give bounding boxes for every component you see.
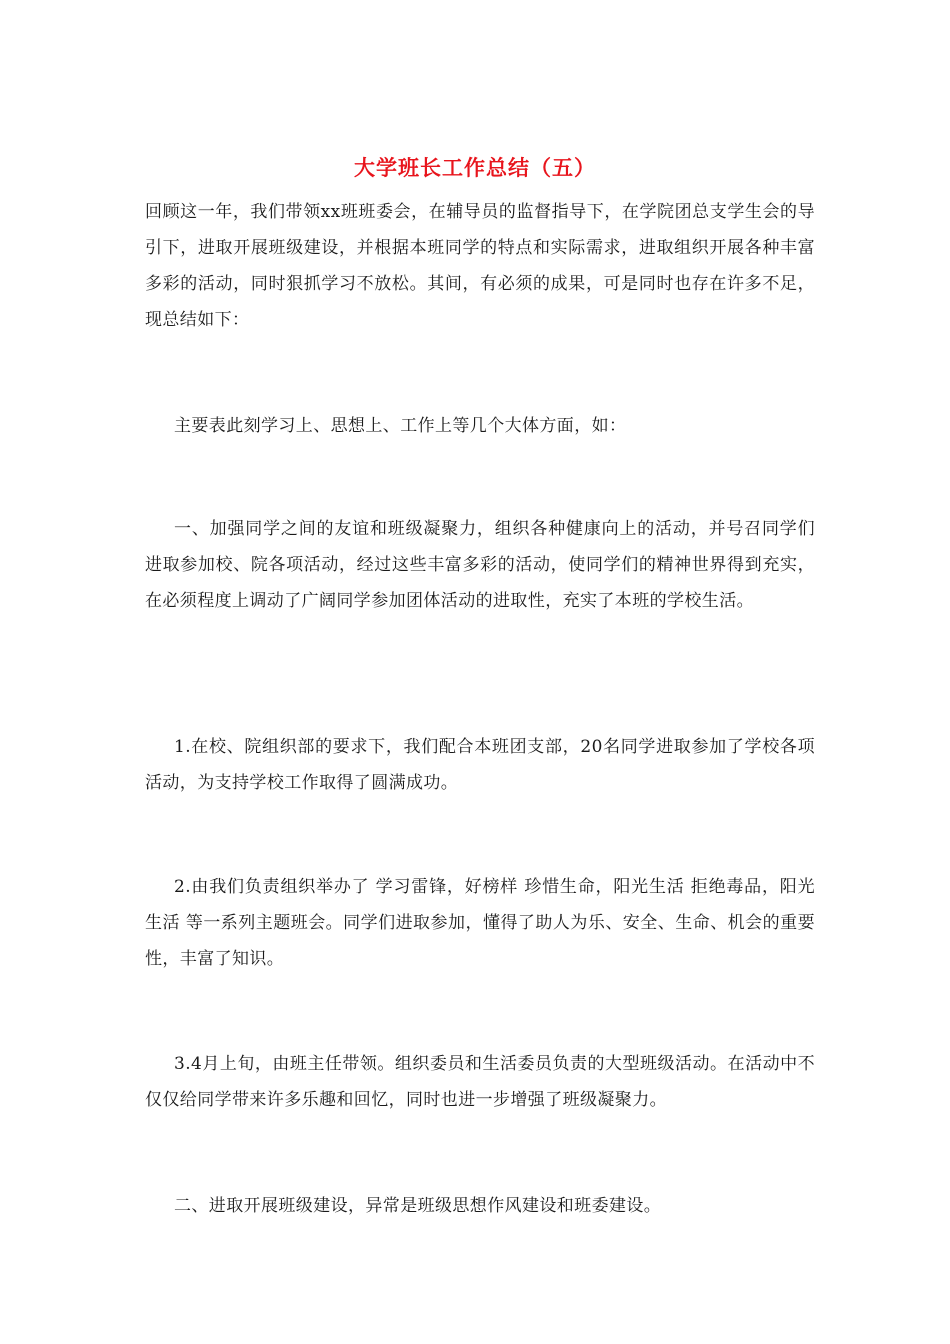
paragraph-item-3: 3.4月上旬，由班主任带领。组织委员和生活委员负责的大型班级活动。在活动中不仅仅给同学带来许多乐趣和回忆，同时也进一步增强了班级凝聚力。 [145,1054,815,1110]
paragraph-item-2: 2.由我们负责组织举办了 学习雷锋，好榜样 珍惜生命，阳光生活 拒绝毒品，阳光生活 等一系列主题班会。同学们进取参加，懂得了助人为乐、安全、生命、机会的重要性，丰富了知识。 [145,877,815,969]
paragraph-item-1: 1.在校、院组织部的要求下，我们配合本班团支部，20名同学进取参加了学校各项活动，为支持学校工作取得了圆满成功。 [145,737,815,793]
paragraph-overview: 主要表此刻学习上、思想上、工作上等几个大体方面，如： [174,416,627,436]
paragraph-section-two: 二、进取开展班级建设，异常是班级思想作风建设和班委建设。 [174,1196,662,1216]
paragraph-section-one: 一、加强同学之间的友谊和班级凝聚力，组织各种健康向上的活动，并号召同学们进取参加校、院各项活动，经过这些丰富多彩的活动，使同学们的精神世界得到充实，在必须程度上调动了广阔同学参加团体活动的进取性，充实了本班的学校生活。 [145,519,815,611]
document-title: 大学班长工作总结（五） [354,155,596,180]
paragraph-intro: 回顾这一年，我们带领xx班班委会，在辅导员的监督指导下，在学院团总支学生会的导引下，进取开展班级建设，并根据本班同学的特点和实际需求，进取组织开展各种丰富多彩的活动，同时狠抓学习不放松。其间，有必须的成果，可是同时也存在许多不足，现总结如下： [145,202,815,330]
